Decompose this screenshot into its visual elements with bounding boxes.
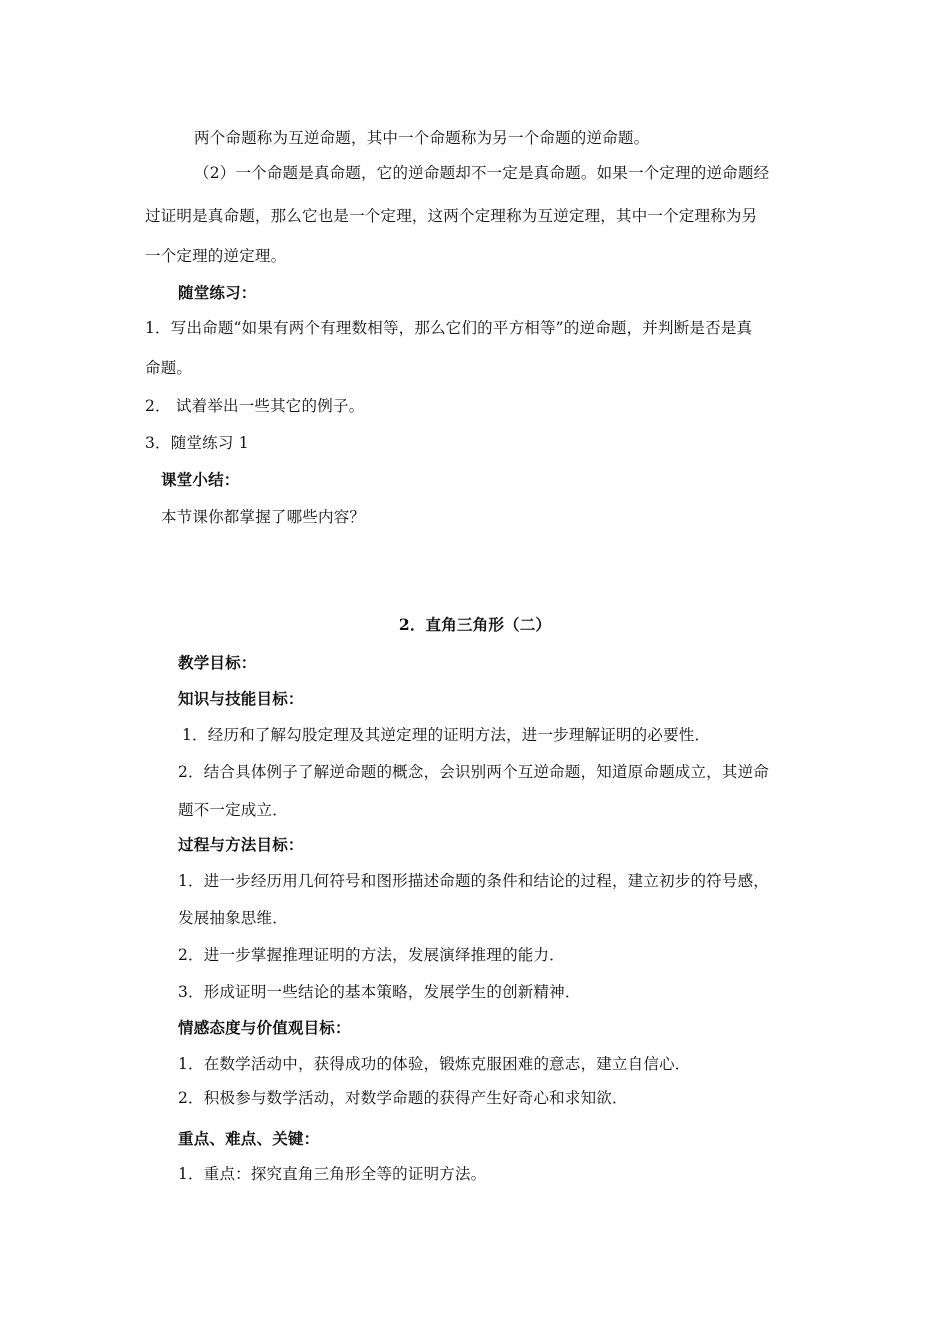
process-heading: 过程与方法目标： <box>178 835 304 854</box>
summary-heading: 课堂小结： <box>161 470 240 489</box>
summary-text: 本节课你都掌握了哪些内容？ <box>161 508 366 526</box>
goal-item: 2．积极参与数学活动，对数学命题的获得产生好奇心和求知欲． <box>178 1089 628 1107</box>
goal-item: 2．结合具体例子了解逆命题的概念，会识别两个互逆命题，知道原命题成立，其逆命 <box>178 763 769 781</box>
section-title: 2．直角三角形（二） <box>398 615 552 634</box>
paragraph-text: 过证明是真命题，那么它也是一个定理，这两个定理称为互逆定理，其中一个定理称为另 <box>145 207 758 225</box>
key-point-item: 1．重点：探究直角三角形全等的证明方法。 <box>178 1165 487 1183</box>
exercise-item: 1．写出命题“如果有两个有理数相等，那么它们的平方相等”的逆命题，并判断是否是真 <box>145 319 753 337</box>
goal-item: 3．形成证明一些结论的基本策略，发展学生的创新精神． <box>178 983 581 1001</box>
paragraph-text: 一个定理的逆定理。 <box>145 247 287 265</box>
goal-item: 发展抽象思维． <box>178 909 288 927</box>
knowledge-heading: 知识与技能目标： <box>178 689 304 708</box>
goals-heading: 教学目标： <box>178 653 257 672</box>
key-points-heading: 重点、难点、关键： <box>178 1129 320 1148</box>
goal-item: 题不一定成立． <box>178 801 288 819</box>
paragraph-text: 两个命题称为互逆命题，其中一个命题称为另一个命题的逆命题。 <box>194 129 650 147</box>
attitude-heading: 情感态度与价值观目标： <box>178 1018 351 1037</box>
goal-item: 2．进一步掌握推理证明的方法，发展演绎推理的能力． <box>178 946 565 964</box>
goal-item: 1．在数学活动中，获得成功的体验，锻炼克服困难的意志，建立自信心． <box>178 1055 691 1073</box>
paragraph-text: （2）一个命题是真命题，它的逆命题却不一定是真命题。如果一个定理的逆命题经 <box>194 164 770 182</box>
exercise-item: 3．随堂练习 1 <box>145 434 249 452</box>
exercise-item: 命题。 <box>145 359 193 377</box>
exercise-item: 2． 试着举出一些其它的例子。 <box>145 397 365 415</box>
goal-item: 1．经历和了解勾股定理及其逆定理的证明方法，进一步理解证明的必要性． <box>182 726 711 744</box>
practice-heading: 随堂练习： <box>178 283 257 302</box>
goal-item: 1．进一步经历用几何符号和图形描述命题的条件和结论的过程，建立初步的符号感， <box>178 872 769 890</box>
